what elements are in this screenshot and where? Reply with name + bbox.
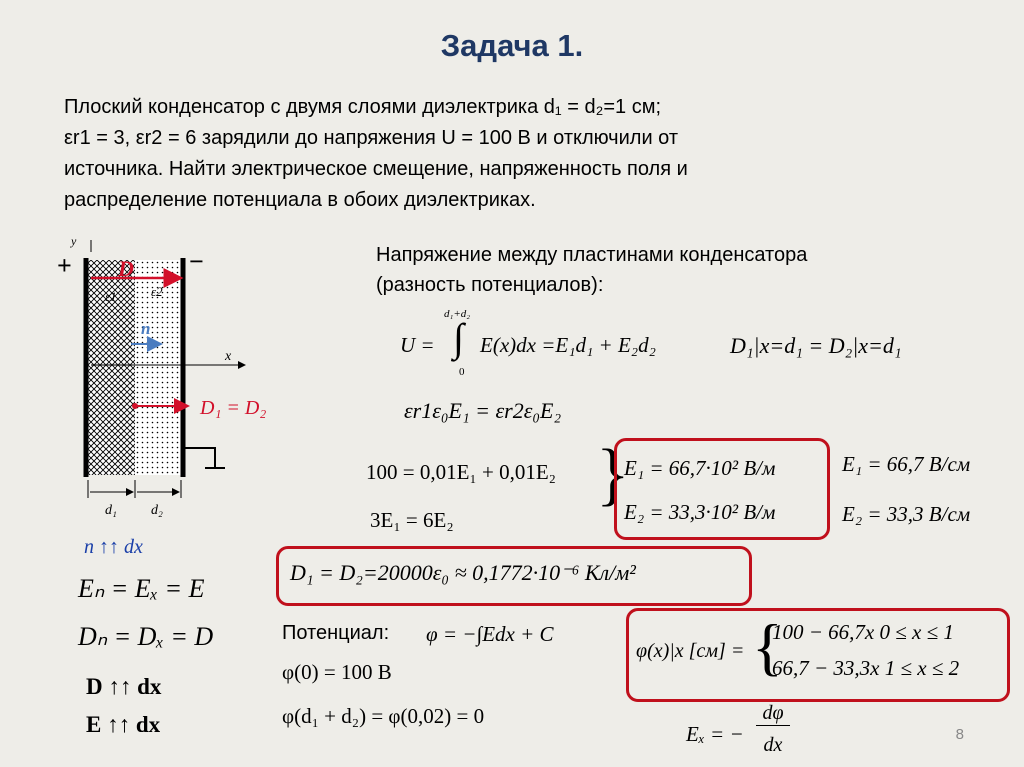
n-parallel-dx: n ↑↑ dx xyxy=(84,536,143,558)
integral-upper-limit: d₁+d₂ xyxy=(444,308,471,320)
integral-lower-limit: 0 xyxy=(459,366,465,378)
system-eq-1: 100 = 0,01E₁ + 0,01E₂ xyxy=(366,460,556,484)
plus-sign: + xyxy=(57,251,72,280)
problem-line: Плоский конденсатор с двумя слоями диэлектрика d₁ = d₂=1 см; xyxy=(64,96,662,118)
integral-lhs: U = xyxy=(400,333,435,357)
E1-result-cm: E₁ = 66,7 В/см xyxy=(842,452,971,476)
piece-2: 66,7 − 33,3x 1 ≤ x ≤ 2 xyxy=(772,656,960,680)
system-brace: } xyxy=(596,436,630,513)
D-parallel-dx: D ↑↑ dx xyxy=(86,674,162,699)
x-axis-label: x xyxy=(225,349,232,364)
phi-d: φ(d₁ + d₂) = φ(0,02) = 0 xyxy=(282,704,485,728)
d2-label: d₂ xyxy=(151,503,163,518)
vector-D-label: D xyxy=(118,256,134,281)
problem-line: источника. Найти электрическое смещение, напряженность поля и xyxy=(64,158,688,180)
problem-line: распределение потенциала в обоих диэлектриках. xyxy=(64,189,536,211)
voltage-line: Напряжение между пластинами конденсатора xyxy=(376,244,808,266)
E1-result: E₁ = 66,7·10² В/м xyxy=(624,456,776,480)
piecewise-brace: { xyxy=(752,611,783,682)
y-axis-label: y xyxy=(71,234,77,248)
interface-D-equality: D₁ = D₂ xyxy=(200,397,267,419)
problem-line: εr1 = 3, εr2 = 6 зарядили до напряжения U = 100 В и отключили от xyxy=(64,127,679,149)
integral-sign: ∫ xyxy=(453,315,464,360)
page-title: Задача 1. xyxy=(440,28,584,63)
epsilon-equation: εr1ε₀E₁ = εr2ε₀E₂ xyxy=(404,398,562,423)
voltage-description xyxy=(376,240,807,300)
Ex-lhs: Eₓ = − xyxy=(686,722,744,746)
eps2-label: ε2 xyxy=(151,284,163,299)
boundary-condition: D₁|x=d₁ = D₂|x=d₁ xyxy=(730,333,902,358)
Ex-numerator: dφ xyxy=(756,702,790,726)
D-result: D₁ = D₂=20000ε₀ ≈ 0,1772·10⁻⁶ Кл/м² xyxy=(290,560,636,585)
E2-result: E₂ = 33,3·10² В/м xyxy=(624,500,776,524)
E2-result-cm: E₂ = 33,3 В/см xyxy=(842,502,971,526)
E-parallel-dx: E ↑↑ dx xyxy=(86,712,161,737)
minus-sign: − xyxy=(189,247,204,276)
d1-label: d₁ xyxy=(105,503,117,518)
eps1-label: ε1 xyxy=(105,289,117,304)
system-eq-2: 3E₁ = 6E₂ xyxy=(370,508,454,532)
piecewise-lhs: φ(x)|x [см] = xyxy=(636,640,745,662)
vector-n-label: n xyxy=(141,319,151,338)
integral-body: E(x)dx =E₁d₁ + E₂d₂ xyxy=(480,333,656,357)
potential-formula: φ = −∫Edx + C xyxy=(426,622,554,646)
problem-statement xyxy=(64,92,688,216)
capacitor-diagram xyxy=(55,230,295,530)
Dn-equation: Dₙ = Dₓ = D xyxy=(78,622,214,651)
voltage-line: (разность потенциалов): xyxy=(376,274,604,296)
piece-1: 100 − 66,7x 0 ≤ x ≤ 1 xyxy=(772,620,954,644)
phi-zero: φ(0) = 100 В xyxy=(282,660,392,684)
potential-label: Потенциал: xyxy=(282,622,390,644)
Ex-denominator: dx xyxy=(763,734,783,756)
page-number: 8 xyxy=(955,726,964,743)
ground-wire xyxy=(183,448,215,468)
En-equation: Eₙ = Eₓ = E xyxy=(78,574,205,603)
